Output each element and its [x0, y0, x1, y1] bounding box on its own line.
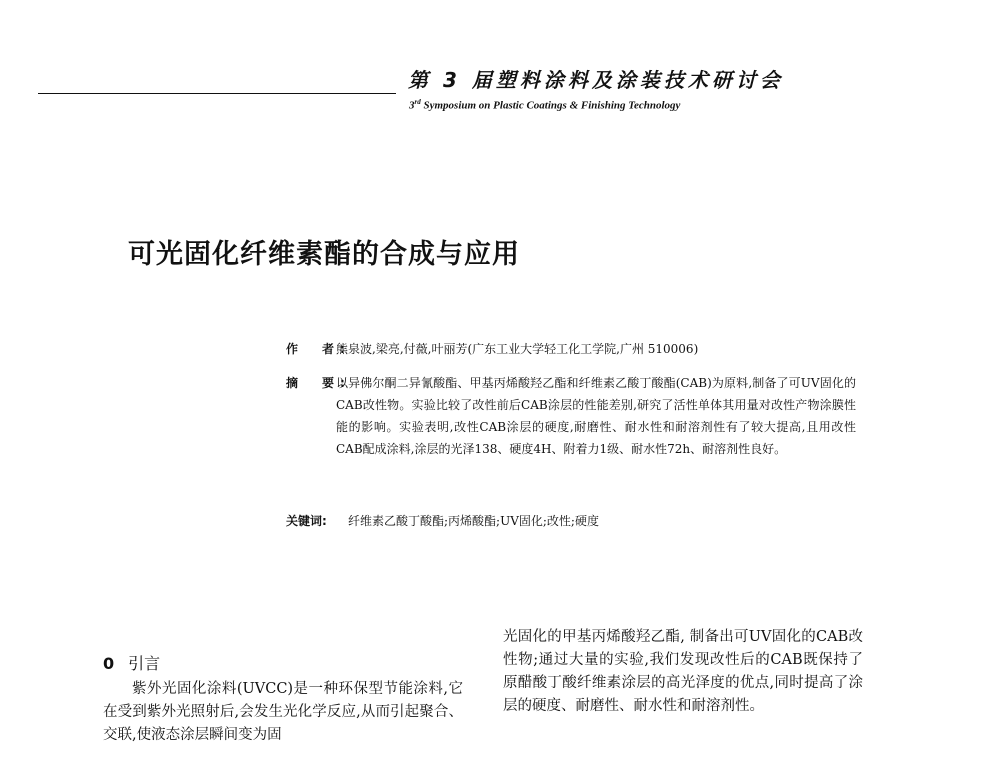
abstract-text: 以异佛尔酮二异氰酸酯、甲基丙烯酸羟乙酯和纤维素乙酸丁酸酯(CAB)为原料,制备了可UV固化的CAB改性物。实验比较了改性前后CAB涂层的性能差别,研究了活性单体其用量对改性产物涂膜性能的影响。实验表明,改性CAB涂层的硬度,耐磨性、耐水性和耐溶剂性有了较大提高,且用改性CAB配成涂料,涂层的光泽138、硬度4H、附着力1级、耐水性72h、耐溶剂性良好。	[336, 376, 856, 456]
symposium-english-name: Symposium on Plastic Coatings & Finishing Technology	[423, 99, 681, 112]
body-right-column: 光固化的甲基丙烯酸羟乙酯, 制备出可UV固化的CAB改性物;通过大量的实验,我们发现改性后的CAB既保持了原醋酸丁酸纤维素涂层的高光泽度的优点,同时提高了涂层的硬度、耐磨性、耐水性和耐溶剂性。	[503, 629, 863, 714]
authors-text: 熊泉波,梁亮,付薇,叶丽芳(广东工业大学轻工化工学院,广州 510006)	[336, 342, 699, 356]
symposium-ordinal-suffix: rd	[414, 98, 421, 106]
symposium-subtitle	[409, 98, 680, 112]
abstract-label: 摘 要:	[286, 376, 351, 390]
section-title: 引言	[128, 654, 161, 673]
section-number: 0	[103, 654, 115, 673]
symposium-title: 第 3 届塑料涂料及涂装技术研讨会	[408, 68, 784, 92]
body-left-column: 紫外光固化涂料(UVCC)是一种环保型节能涂料,它在受到紫外光照射后,会发生光化学反应,从而引起聚合、交联,使液态涂层瞬间变为固	[103, 681, 463, 743]
paper-title: 可光固化纤维素酯的合成与应用	[128, 239, 520, 270]
keywords-text: 纤维素乙酸丁酸酯;丙烯酸酯;UV固化;改性;硬度	[348, 514, 599, 528]
section-heading-introduction	[103, 651, 160, 674]
keywords-label: 关键词:	[286, 514, 327, 528]
header-rule	[38, 93, 396, 94]
symposium-ordinal: 3	[409, 99, 415, 112]
authors-label: 作 者:	[286, 342, 351, 356]
